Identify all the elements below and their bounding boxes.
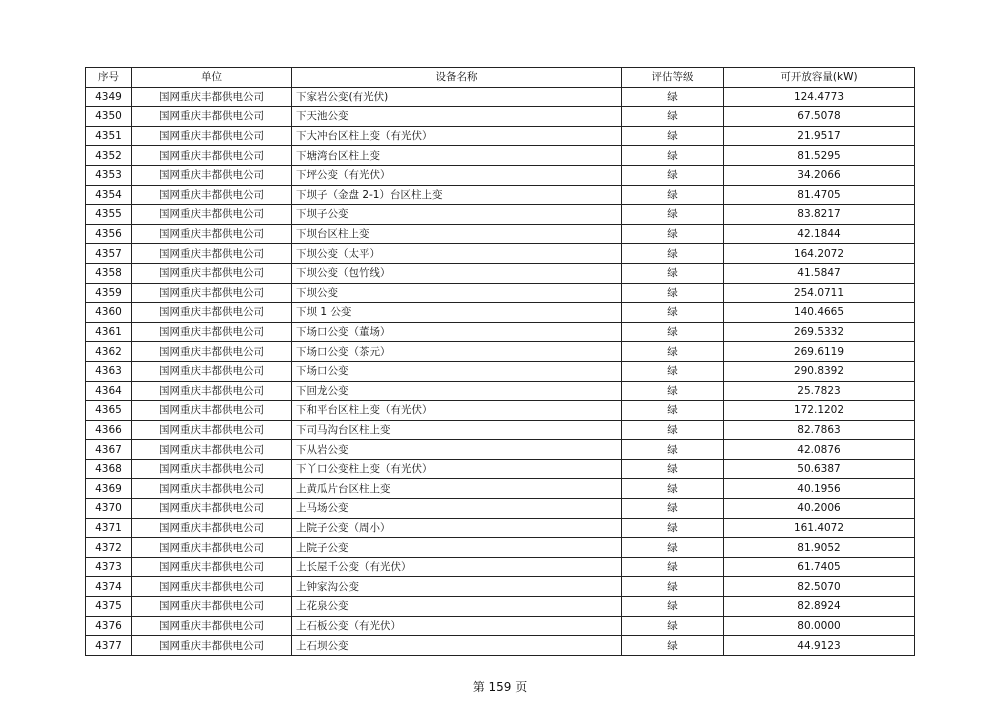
row-grade-cell: 绿	[622, 577, 724, 597]
row-capacity-cell: 40.2006	[724, 499, 915, 519]
row-capacity-cell: 50.6387	[724, 459, 915, 479]
row-grade-cell: 绿	[622, 636, 724, 656]
row-seq-cell: 4369	[86, 479, 132, 499]
row-capacity-cell: 81.4705	[724, 185, 915, 205]
row-seq-cell: 4349	[86, 87, 132, 107]
table-row	[86, 342, 915, 362]
row-capacity-cell: 21.9517	[724, 126, 915, 146]
row-capacity-cell: 34.2066	[724, 165, 915, 185]
row-grade-cell: 绿	[622, 518, 724, 538]
row-capacity-cell: 80.0000	[724, 616, 915, 636]
row-device-name-cell: 下坝公变（太平）	[292, 244, 622, 264]
header-seq: 序号	[86, 68, 132, 88]
row-device-name-cell: 上黄瓜片台区柱上变	[292, 479, 622, 499]
row-seq-cell: 4361	[86, 322, 132, 342]
row-device-name-cell: 下天池公变	[292, 107, 622, 127]
row-device-name-cell: 下大冲台区柱上变（有光伏）	[292, 126, 622, 146]
row-seq-cell: 4357	[86, 244, 132, 264]
row-grade-cell: 绿	[622, 322, 724, 342]
header-capacity: 可开放容量(kW)	[724, 68, 915, 88]
row-seq-cell: 4365	[86, 401, 132, 421]
table-row	[86, 205, 915, 225]
row-grade-cell: 绿	[622, 616, 724, 636]
row-unit-cell: 国网重庆丰都供电公司	[132, 420, 292, 440]
row-seq-cell: 4363	[86, 361, 132, 381]
table-row	[86, 361, 915, 381]
row-seq-cell: 4375	[86, 597, 132, 617]
row-capacity-cell: 82.5070	[724, 577, 915, 597]
table-row	[86, 479, 915, 499]
row-device-name-cell: 上石板公变（有光伏）	[292, 616, 622, 636]
table-row	[86, 538, 915, 558]
row-grade-cell: 绿	[622, 557, 724, 577]
table-row	[86, 499, 915, 519]
row-device-name-cell: 下丫口公变柱上变（有光伏）	[292, 459, 622, 479]
table-row	[86, 322, 915, 342]
row-seq-cell: 4372	[86, 538, 132, 558]
row-grade-cell: 绿	[622, 126, 724, 146]
row-capacity-cell: 41.5847	[724, 263, 915, 283]
row-grade-cell: 绿	[622, 283, 724, 303]
header-unit: 单位	[132, 68, 292, 88]
row-unit-cell: 国网重庆丰都供电公司	[132, 205, 292, 225]
row-device-name-cell: 上马场公变	[292, 499, 622, 519]
row-unit-cell: 国网重庆丰都供电公司	[132, 577, 292, 597]
row-seq-cell: 4354	[86, 185, 132, 205]
row-grade-cell: 绿	[622, 381, 724, 401]
row-grade-cell: 绿	[622, 87, 724, 107]
table-row	[86, 557, 915, 577]
row-unit-cell: 国网重庆丰都供电公司	[132, 283, 292, 303]
row-device-name-cell: 下塘湾台区柱上变	[292, 146, 622, 166]
row-device-name-cell: 下坝子（金盘 2-1）台区柱上变	[292, 185, 622, 205]
row-grade-cell: 绿	[622, 342, 724, 362]
row-capacity-cell: 40.1956	[724, 479, 915, 499]
row-unit-cell: 国网重庆丰都供电公司	[132, 224, 292, 244]
row-seq-cell: 4359	[86, 283, 132, 303]
row-seq-cell: 4353	[86, 165, 132, 185]
page-number: 第 159 页	[472, 680, 528, 694]
row-grade-cell: 绿	[622, 185, 724, 205]
table-row	[86, 87, 915, 107]
table-row	[86, 224, 915, 244]
table-header-row	[86, 68, 915, 88]
row-grade-cell: 绿	[622, 165, 724, 185]
row-capacity-cell: 172.1202	[724, 401, 915, 421]
row-grade-cell: 绿	[622, 224, 724, 244]
row-unit-cell: 国网重庆丰都供电公司	[132, 185, 292, 205]
table-row	[86, 185, 915, 205]
table-row	[86, 165, 915, 185]
row-seq-cell: 4351	[86, 126, 132, 146]
row-capacity-cell: 269.5332	[724, 322, 915, 342]
row-seq-cell: 4374	[86, 577, 132, 597]
row-device-name-cell: 下坝子公变	[292, 205, 622, 225]
table-row	[86, 420, 915, 440]
row-seq-cell: 4366	[86, 420, 132, 440]
row-seq-cell: 4370	[86, 499, 132, 519]
row-unit-cell: 国网重庆丰都供电公司	[132, 459, 292, 479]
row-device-name-cell: 下坝公变	[292, 283, 622, 303]
table-row	[86, 107, 915, 127]
row-capacity-cell: 25.7823	[724, 381, 915, 401]
row-grade-cell: 绿	[622, 303, 724, 323]
table-row	[86, 597, 915, 617]
row-capacity-cell: 124.4773	[724, 87, 915, 107]
row-unit-cell: 国网重庆丰都供电公司	[132, 616, 292, 636]
row-unit-cell: 国网重庆丰都供电公司	[132, 597, 292, 617]
table-row	[86, 636, 915, 656]
row-grade-cell: 绿	[622, 420, 724, 440]
row-grade-cell: 绿	[622, 538, 724, 558]
row-unit-cell: 国网重庆丰都供电公司	[132, 401, 292, 421]
row-device-name-cell: 上花泉公变	[292, 597, 622, 617]
row-capacity-cell: 254.0711	[724, 283, 915, 303]
row-device-name-cell: 上院子公变（周小）	[292, 518, 622, 538]
row-grade-cell: 绿	[622, 597, 724, 617]
row-unit-cell: 国网重庆丰都供电公司	[132, 440, 292, 460]
table-row	[86, 577, 915, 597]
row-device-name-cell: 下坝台区柱上变	[292, 224, 622, 244]
row-capacity-cell: 82.8924	[724, 597, 915, 617]
row-seq-cell: 4377	[86, 636, 132, 656]
row-capacity-cell: 42.0876	[724, 440, 915, 460]
row-unit-cell: 国网重庆丰都供电公司	[132, 126, 292, 146]
row-grade-cell: 绿	[622, 401, 724, 421]
row-unit-cell: 国网重庆丰都供电公司	[132, 557, 292, 577]
row-unit-cell: 国网重庆丰都供电公司	[132, 342, 292, 362]
row-device-name-cell: 下坝 1 公变	[292, 303, 622, 323]
row-capacity-cell: 42.1844	[724, 224, 915, 244]
row-device-name-cell: 下和平台区柱上变（有光伏）	[292, 401, 622, 421]
row-unit-cell: 国网重庆丰都供电公司	[132, 518, 292, 538]
row-seq-cell: 4364	[86, 381, 132, 401]
row-unit-cell: 国网重庆丰都供电公司	[132, 87, 292, 107]
table-row	[86, 283, 915, 303]
row-unit-cell: 国网重庆丰都供电公司	[132, 107, 292, 127]
row-unit-cell: 国网重庆丰都供电公司	[132, 538, 292, 558]
row-capacity-cell: 67.5078	[724, 107, 915, 127]
row-device-name-cell: 下场口公变	[292, 361, 622, 381]
row-capacity-cell: 81.5295	[724, 146, 915, 166]
row-grade-cell: 绿	[622, 244, 724, 264]
row-capacity-cell: 81.9052	[724, 538, 915, 558]
row-grade-cell: 绿	[622, 361, 724, 381]
row-seq-cell: 4352	[86, 146, 132, 166]
table-row	[86, 381, 915, 401]
row-unit-cell: 国网重庆丰都供电公司	[132, 361, 292, 381]
table-row	[86, 440, 915, 460]
row-device-name-cell: 下回龙公变	[292, 381, 622, 401]
row-seq-cell: 4355	[86, 205, 132, 225]
row-grade-cell: 绿	[622, 263, 724, 283]
row-capacity-cell: 83.8217	[724, 205, 915, 225]
header-device-name: 设备名称	[292, 68, 622, 88]
row-unit-cell: 国网重庆丰都供电公司	[132, 479, 292, 499]
row-capacity-cell: 164.2072	[724, 244, 915, 264]
row-device-name-cell: 上钟家沟公变	[292, 577, 622, 597]
capacity-table	[85, 67, 915, 656]
row-grade-cell: 绿	[622, 479, 724, 499]
row-seq-cell: 4367	[86, 440, 132, 460]
table-row	[86, 616, 915, 636]
row-device-name-cell: 下场口公变（茶元）	[292, 342, 622, 362]
table-row	[86, 263, 915, 283]
table-row	[86, 146, 915, 166]
table-body	[86, 87, 915, 655]
row-capacity-cell: 61.7405	[724, 557, 915, 577]
row-capacity-cell: 44.9123	[724, 636, 915, 656]
row-grade-cell: 绿	[622, 459, 724, 479]
row-unit-cell: 国网重庆丰都供电公司	[132, 381, 292, 401]
row-grade-cell: 绿	[622, 107, 724, 127]
row-seq-cell: 4356	[86, 224, 132, 244]
row-seq-cell: 4373	[86, 557, 132, 577]
row-seq-cell: 4362	[86, 342, 132, 362]
row-device-name-cell: 下场口公变（董场）	[292, 322, 622, 342]
row-device-name-cell: 上院子公变	[292, 538, 622, 558]
row-device-name-cell: 上石坝公变	[292, 636, 622, 656]
row-device-name-cell: 下从岩公变	[292, 440, 622, 460]
row-device-name-cell: 下坪公变（有光伏）	[292, 165, 622, 185]
row-capacity-cell: 82.7863	[724, 420, 915, 440]
row-seq-cell: 4371	[86, 518, 132, 538]
row-unit-cell: 国网重庆丰都供电公司	[132, 165, 292, 185]
table-row	[86, 518, 915, 538]
row-seq-cell: 4358	[86, 263, 132, 283]
row-device-name-cell: 下坝公变（包竹线）	[292, 263, 622, 283]
row-seq-cell: 4360	[86, 303, 132, 323]
row-device-name-cell: 下司马沟台区柱上变	[292, 420, 622, 440]
row-unit-cell: 国网重庆丰都供电公司	[132, 244, 292, 264]
row-unit-cell: 国网重庆丰都供电公司	[132, 263, 292, 283]
row-seq-cell: 4368	[86, 459, 132, 479]
row-capacity-cell: 161.4072	[724, 518, 915, 538]
row-capacity-cell: 290.8392	[724, 361, 915, 381]
table-row	[86, 459, 915, 479]
row-unit-cell: 国网重庆丰都供电公司	[132, 146, 292, 166]
table-row	[86, 303, 915, 323]
row-device-name-cell: 上长屋千公变（有光伏）	[292, 557, 622, 577]
row-unit-cell: 国网重庆丰都供电公司	[132, 322, 292, 342]
row-unit-cell: 国网重庆丰都供电公司	[132, 303, 292, 323]
row-grade-cell: 绿	[622, 146, 724, 166]
row-grade-cell: 绿	[622, 440, 724, 460]
row-capacity-cell: 140.4665	[724, 303, 915, 323]
table-row	[86, 126, 915, 146]
row-unit-cell: 国网重庆丰都供电公司	[132, 636, 292, 656]
table-row	[86, 244, 915, 264]
row-grade-cell: 绿	[622, 499, 724, 519]
row-capacity-cell: 269.6119	[724, 342, 915, 362]
row-seq-cell: 4376	[86, 616, 132, 636]
header-grade: 评估等级	[622, 68, 724, 88]
row-grade-cell: 绿	[622, 205, 724, 225]
row-seq-cell: 4350	[86, 107, 132, 127]
row-unit-cell: 国网重庆丰都供电公司	[132, 499, 292, 519]
table-row	[86, 401, 915, 421]
row-device-name-cell: 下家岩公变(有光伏)	[292, 87, 622, 107]
